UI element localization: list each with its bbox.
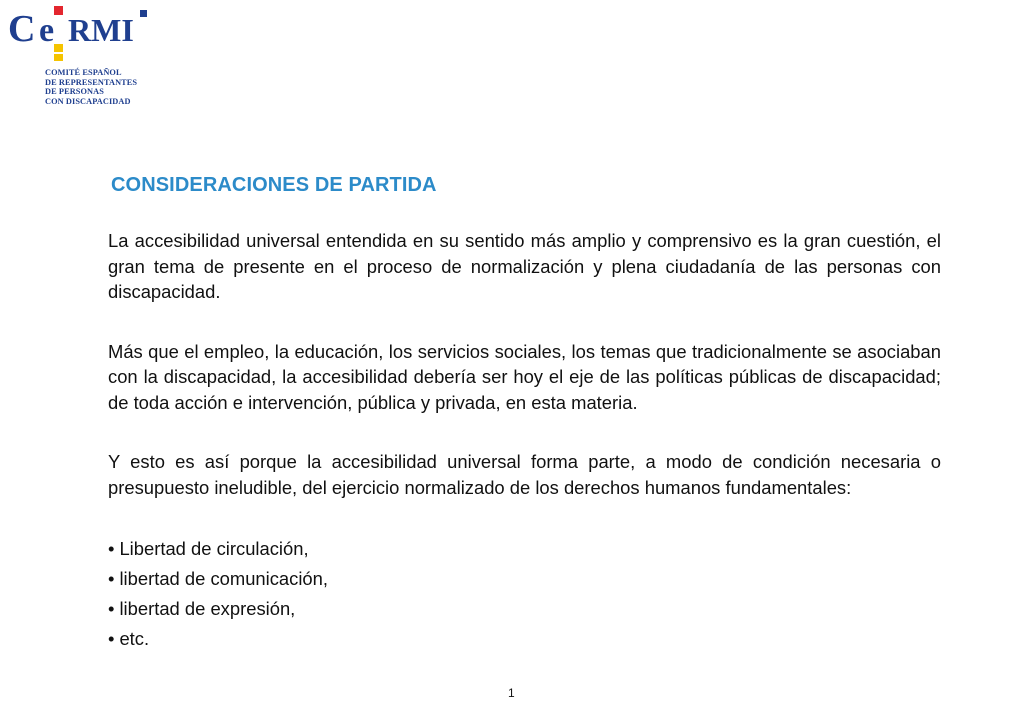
logo-letters-rmi: RMI <box>68 12 134 48</box>
bullet-icon: • <box>108 598 115 619</box>
page-number: 1 <box>508 686 515 700</box>
logo-subtitle-line: CON DISCAPACIDAD <box>45 96 131 106</box>
logo-i-dot <box>140 10 147 17</box>
logo-subtitle-line: DE PERSONAS <box>45 87 104 96</box>
logo-letter-c: C <box>8 8 36 50</box>
cermi-logo <box>8 4 168 108</box>
list-item-text: libertad de expresión, <box>119 598 296 619</box>
list-item <box>108 594 941 624</box>
list-item <box>108 624 941 654</box>
logo-subtitle-line: DE REPRESENTANTES <box>45 77 138 87</box>
slide-title: CONSIDERACIONES DE PARTIDA <box>111 174 437 196</box>
logo-yellow-square-1 <box>54 44 63 52</box>
list-item-text: etc. <box>119 628 150 649</box>
bullet-icon: • <box>108 628 115 649</box>
bullet-icon: • <box>108 568 115 589</box>
logo-yellow-square-2 <box>54 54 63 61</box>
logo-subtitle <box>45 68 137 106</box>
cermi-wordmark-logo <box>8 4 158 64</box>
slide-content <box>108 228 941 654</box>
paragraph: Más que el empleo, la educación, los servicios sociales, los temas que tradicionalmente se asociaban con la discapacidad, la accesibilidad debería ser hoy el eje de las políticas públicas de discapacidad; de toda acción e intervención, pública y privada, en esta materia. <box>108 340 941 413</box>
bullet-icon: • <box>108 538 115 559</box>
list-item-text: Libertad de circulación, <box>119 538 309 559</box>
logo-subtitle-line: COMITÉ ESPAÑOL <box>45 68 122 77</box>
paragraph: La accesibilidad universal entendida en su sentido más amplio y comprensivo es la gran cuestión, el gran tema de presente en el proceso de normalización y plena ciudadanía de las personas con discapacidad. <box>108 230 941 302</box>
rights-list <box>108 534 941 654</box>
list-item <box>108 564 941 594</box>
list-item <box>108 534 941 564</box>
list-item-text: libertad de comunicación, <box>119 568 329 589</box>
paragraph: Y esto es así porque la accesibilidad universal forma parte, a modo de condición necesaria o presupuesto ineludible, del ejercicio normalizado de los derechos humanos fundamentales: <box>108 451 941 498</box>
logo-letter-e: e <box>39 12 55 49</box>
logo-red-square <box>54 6 63 15</box>
